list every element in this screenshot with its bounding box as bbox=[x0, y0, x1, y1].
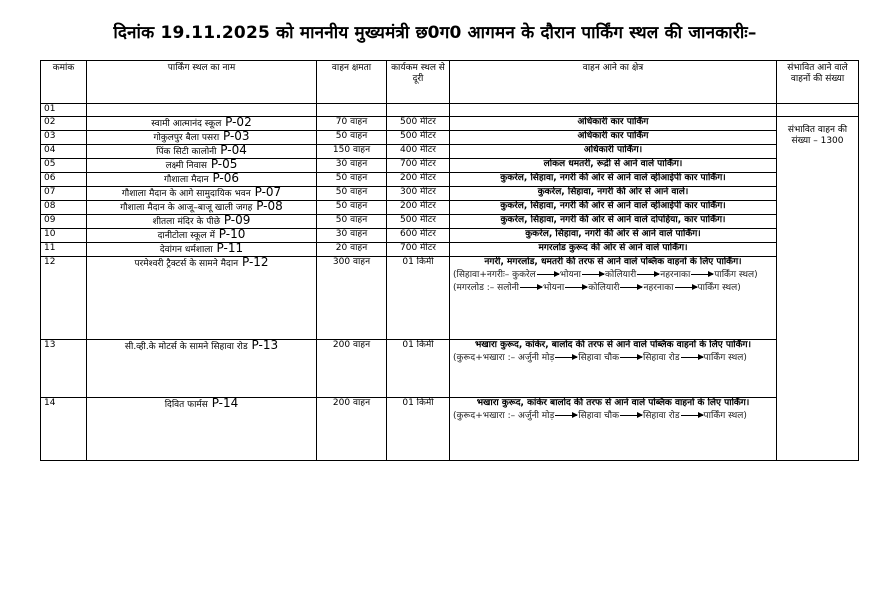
cell-area bbox=[450, 159, 777, 173]
cell-capacity: 70 वाहन bbox=[317, 117, 387, 131]
cell-name bbox=[87, 398, 317, 461]
cell-capacity: 200 वाहन bbox=[317, 340, 387, 398]
route-stop: पार्किंग स्थल) bbox=[697, 283, 741, 293]
cell-name bbox=[87, 159, 317, 173]
arrow-icon bbox=[555, 415, 577, 416]
parking-table bbox=[40, 60, 859, 461]
cell-area bbox=[450, 257, 777, 340]
header-name: पार्किंग स्थल का नाम bbox=[87, 61, 317, 104]
cell-sno: 10 bbox=[41, 229, 87, 243]
cell-sno: 07 bbox=[41, 187, 87, 201]
table-row bbox=[41, 201, 859, 215]
parking-id: P-05 bbox=[207, 158, 238, 171]
route-stop: सिहावा चौक bbox=[578, 353, 619, 363]
header-distance: कार्यकम स्थल से दूरी bbox=[387, 61, 450, 104]
table-row bbox=[41, 398, 859, 461]
route-stop: नहरनाका bbox=[643, 283, 674, 293]
cell-area bbox=[450, 131, 777, 145]
cell-area bbox=[450, 187, 777, 201]
arrow-icon bbox=[681, 357, 703, 358]
cell-distance: 300 मीटर bbox=[387, 187, 450, 201]
cell-sno: 12 bbox=[41, 257, 87, 340]
table-row bbox=[41, 173, 859, 187]
arrow-icon bbox=[637, 274, 659, 275]
parking-name: गौशाला मैदान के आजू–बाजू खाली जगह bbox=[120, 203, 253, 213]
route-stop: सिहावा रोड bbox=[642, 353, 680, 363]
cell-distance: 01 किमी bbox=[387, 398, 450, 461]
parking-name: पिंक सिटी कालोनी bbox=[156, 147, 217, 157]
area-text: कुकरेल, सिहावा, नगरी की ओर से आने वाले व्हीआईपी कार पार्किंग। bbox=[500, 173, 726, 183]
route-stop: (कुरूद+भखारा :– अर्जुनी मोड़ bbox=[453, 353, 555, 363]
parking-id: P-13 bbox=[247, 339, 279, 352]
cell-distance: 01 किमी bbox=[387, 340, 450, 398]
cell-sno: 06 bbox=[41, 173, 87, 187]
table-row bbox=[41, 131, 859, 145]
route-stop: पार्किंग स्थल) bbox=[703, 411, 747, 421]
parking-name: गौशाला मैदान bbox=[163, 175, 209, 185]
cell-distance: 400 मीटर bbox=[387, 145, 450, 159]
parking-name: सी.व्ही.के मोटर्स के सामने सिहावा रोड bbox=[124, 342, 248, 352]
header-capacity: वाहन क्षमता bbox=[317, 61, 387, 104]
cell-distance: 600 मीटर bbox=[387, 229, 450, 243]
cell-name bbox=[87, 104, 317, 117]
header-sno: कमांक bbox=[41, 61, 87, 104]
cell-capacity: 300 वाहन bbox=[317, 257, 387, 340]
area-text: भखारा कुरूद, कांकेर बालोद की तरफ से आने वाले पब्लिक वाहनों के लिए पार्किंग। bbox=[476, 398, 750, 408]
cell-name bbox=[87, 187, 317, 201]
cell-area bbox=[450, 215, 777, 229]
arrow-icon bbox=[691, 274, 713, 275]
route-stop: सिहावा चौक bbox=[578, 411, 619, 421]
parking-name: गोकुलपुर बैला पसरा bbox=[153, 133, 220, 143]
parking-id: P-06 bbox=[208, 172, 240, 185]
route-line bbox=[453, 270, 773, 281]
route-stop: भोयना bbox=[543, 283, 565, 293]
parking-id: P-04 bbox=[216, 144, 247, 157]
cell-capacity: 30 वाहन bbox=[317, 159, 387, 173]
table-row bbox=[41, 145, 859, 159]
area-text: भखारा कुरूद, कांकेर, बालोद की तरफ से आने वाले पब्लिक वाहनों के लिए पार्किंग। bbox=[474, 340, 752, 350]
cell-name bbox=[87, 340, 317, 398]
cell-distance: 500 मीटर bbox=[387, 131, 450, 145]
cell-distance: 500 मीटर bbox=[387, 215, 450, 229]
cell-name bbox=[87, 243, 317, 257]
parking-id: P-12 bbox=[238, 256, 269, 269]
table-row bbox=[41, 340, 859, 398]
cell-sno: 08 bbox=[41, 201, 87, 215]
cell-name bbox=[87, 173, 317, 187]
area-text: कुकरेल, सिहावा, नगरी की ओर से आने वाले पार्किंग। bbox=[525, 229, 701, 239]
arrow-icon bbox=[620, 415, 642, 416]
cell-sno: 02 bbox=[41, 117, 87, 131]
cell-sno: 13 bbox=[41, 340, 87, 398]
table-row bbox=[41, 257, 859, 340]
parking-id: P-14 bbox=[207, 397, 239, 410]
cell-area bbox=[450, 173, 777, 187]
cell-estimated-blank bbox=[777, 104, 859, 117]
cell-sno: 09 bbox=[41, 215, 87, 229]
table-row bbox=[41, 159, 859, 173]
table-row bbox=[41, 187, 859, 201]
cell-distance: 200 मीटर bbox=[387, 201, 450, 215]
parking-name: देवांगन धर्मशाला bbox=[159, 245, 213, 255]
cell-area bbox=[450, 201, 777, 215]
table-row bbox=[41, 243, 859, 257]
arrow-icon bbox=[681, 415, 703, 416]
cell-capacity: 150 वाहन bbox=[317, 145, 387, 159]
area-text: कुकरेल, सिहावा, नगरी की ओर से आने वाले। bbox=[537, 187, 689, 197]
table-header-row bbox=[41, 61, 859, 104]
cell-area bbox=[450, 145, 777, 159]
parking-name: स्वामी आत्मानंद स्कूल bbox=[151, 119, 222, 129]
route-stop: पार्किंग स्थल) bbox=[703, 353, 747, 363]
table-row bbox=[41, 229, 859, 243]
cell-sno: 01 bbox=[41, 104, 87, 117]
parking-name: परमेश्वरी ट्रैक्टर्स के सामने मैदान bbox=[134, 259, 239, 269]
arrow-icon bbox=[582, 274, 604, 275]
cell-capacity: 50 वाहन bbox=[317, 173, 387, 187]
cell-area bbox=[450, 117, 777, 131]
cell-sno: 14 bbox=[41, 398, 87, 461]
cell-distance: 01 किमी bbox=[387, 257, 450, 340]
cell-name bbox=[87, 201, 317, 215]
cell-distance: 700 मीटर bbox=[387, 243, 450, 257]
route-stop: (मगरलोड :– सलोनी bbox=[453, 283, 519, 293]
cell-sno: 03 bbox=[41, 131, 87, 145]
cell-capacity: 200 वाहन bbox=[317, 398, 387, 461]
cell-capacity bbox=[317, 104, 387, 117]
cell-capacity: 50 वाहन bbox=[317, 187, 387, 201]
cell-area bbox=[450, 229, 777, 243]
cell-capacity: 50 वाहन bbox=[317, 201, 387, 215]
cell-capacity: 20 वाहन bbox=[317, 243, 387, 257]
route-line bbox=[453, 283, 773, 294]
route-line bbox=[453, 411, 773, 422]
area-text: कुकरेल, सिहावा, नगरी की ओर से आने वाले व्हीआईपी कार पार्किंग। bbox=[500, 201, 726, 211]
cell-name bbox=[87, 131, 317, 145]
route-stop: नहरनाका bbox=[660, 270, 691, 280]
parking-id: P-08 bbox=[252, 200, 283, 213]
parking-name: लक्ष्मी निवास bbox=[165, 161, 208, 171]
cell-name bbox=[87, 117, 317, 131]
arrow-icon bbox=[675, 287, 697, 288]
parking-name: शीतला मंदिर के पीछे bbox=[152, 217, 221, 227]
arrow-icon bbox=[520, 287, 542, 288]
cell-sno: 04 bbox=[41, 145, 87, 159]
parking-id: P-09 bbox=[220, 214, 251, 227]
parking-id: P-11 bbox=[212, 242, 244, 255]
cell-capacity: 30 वाहन bbox=[317, 229, 387, 243]
cell-name bbox=[87, 257, 317, 340]
table-row bbox=[41, 117, 859, 131]
area-text: कुकरेल, सिहावा, नगरी की ओर से आने वाले दोपहिया, कार पार्किंग। bbox=[500, 215, 726, 225]
cell-area bbox=[450, 398, 777, 461]
cell-distance bbox=[387, 104, 450, 117]
parking-id: P-02 bbox=[221, 116, 252, 129]
header-estimated: संभावित आने वाले वाहनों की संख्या bbox=[777, 61, 859, 104]
area-text: मगरलोड कुरूद की ओर से आने वाले पार्किंग। bbox=[538, 243, 688, 253]
arrow-icon bbox=[620, 357, 642, 358]
arrow-icon bbox=[565, 287, 587, 288]
parking-name: दानीटोला स्कूल में bbox=[157, 231, 215, 241]
cell-distance: 200 मीटर bbox=[387, 173, 450, 187]
table-body bbox=[41, 104, 859, 461]
cell-distance: 700 मीटर bbox=[387, 159, 450, 173]
area-text: अधिकारी पार्किंग। bbox=[583, 145, 643, 155]
parking-id: P-03 bbox=[219, 130, 250, 143]
header-area: वाहन आने का क्षेत्र bbox=[450, 61, 777, 104]
table-row bbox=[41, 104, 859, 117]
route-stop: (कुरूद+भखारा :– अर्जुनी मोड़ bbox=[453, 411, 555, 421]
cell-area bbox=[450, 340, 777, 398]
arrow-icon bbox=[620, 287, 642, 288]
parking-name: दिवित फार्मस bbox=[164, 400, 208, 410]
cell-capacity: 50 वाहन bbox=[317, 131, 387, 145]
route-stop: सिहावा रोड bbox=[642, 411, 680, 421]
route-stop: भोयना bbox=[559, 270, 581, 280]
cell-name bbox=[87, 215, 317, 229]
route-stop: कोलियारी bbox=[588, 283, 620, 293]
area-text: अधिकारी कार पार्किंग bbox=[577, 131, 649, 141]
table-row bbox=[41, 215, 859, 229]
route-stop: पार्किंग स्थल) bbox=[714, 270, 758, 280]
route-line bbox=[453, 353, 773, 364]
cell-distance: 500 मीटर bbox=[387, 117, 450, 131]
arrow-icon bbox=[555, 357, 577, 358]
parking-id: P-10 bbox=[214, 228, 246, 241]
cell-area bbox=[450, 243, 777, 257]
arrow-icon bbox=[537, 274, 559, 275]
cell-capacity: 50 वाहन bbox=[317, 215, 387, 229]
area-text: नगरी, मगरलोड, धमतरी की तरफ से आने वाले पब्लिक वाहनों के लिए पार्किंग। bbox=[484, 257, 742, 267]
cell-name bbox=[87, 229, 317, 243]
area-text: लोकल धमतरी, रूद्री से आने वाले पार्किंग। bbox=[543, 159, 683, 169]
cell-estimated: संभावित वाहन की संख्या – 1300 bbox=[777, 117, 859, 461]
parking-id: P-07 bbox=[250, 186, 282, 199]
area-text: अधिकारी कार पार्किंग bbox=[577, 117, 649, 127]
cell-sno: 11 bbox=[41, 243, 87, 257]
route-stop: कोलियारी bbox=[605, 270, 637, 280]
parking-name: गौशाला मैदान के आगे सामुदायिक भवन bbox=[121, 189, 251, 199]
cell-area bbox=[450, 104, 777, 117]
page-title: दिनांक 19.11.2025 को माननीय मुख्यमंत्री छ0ग0 आगमन के दौरान पार्किंग स्थल की जानकारीः– bbox=[113, 23, 757, 43]
route-stop: (सिहावा+नगरीः– कुकरेल bbox=[453, 270, 536, 280]
cell-sno: 05 bbox=[41, 159, 87, 173]
cell-name bbox=[87, 145, 317, 159]
